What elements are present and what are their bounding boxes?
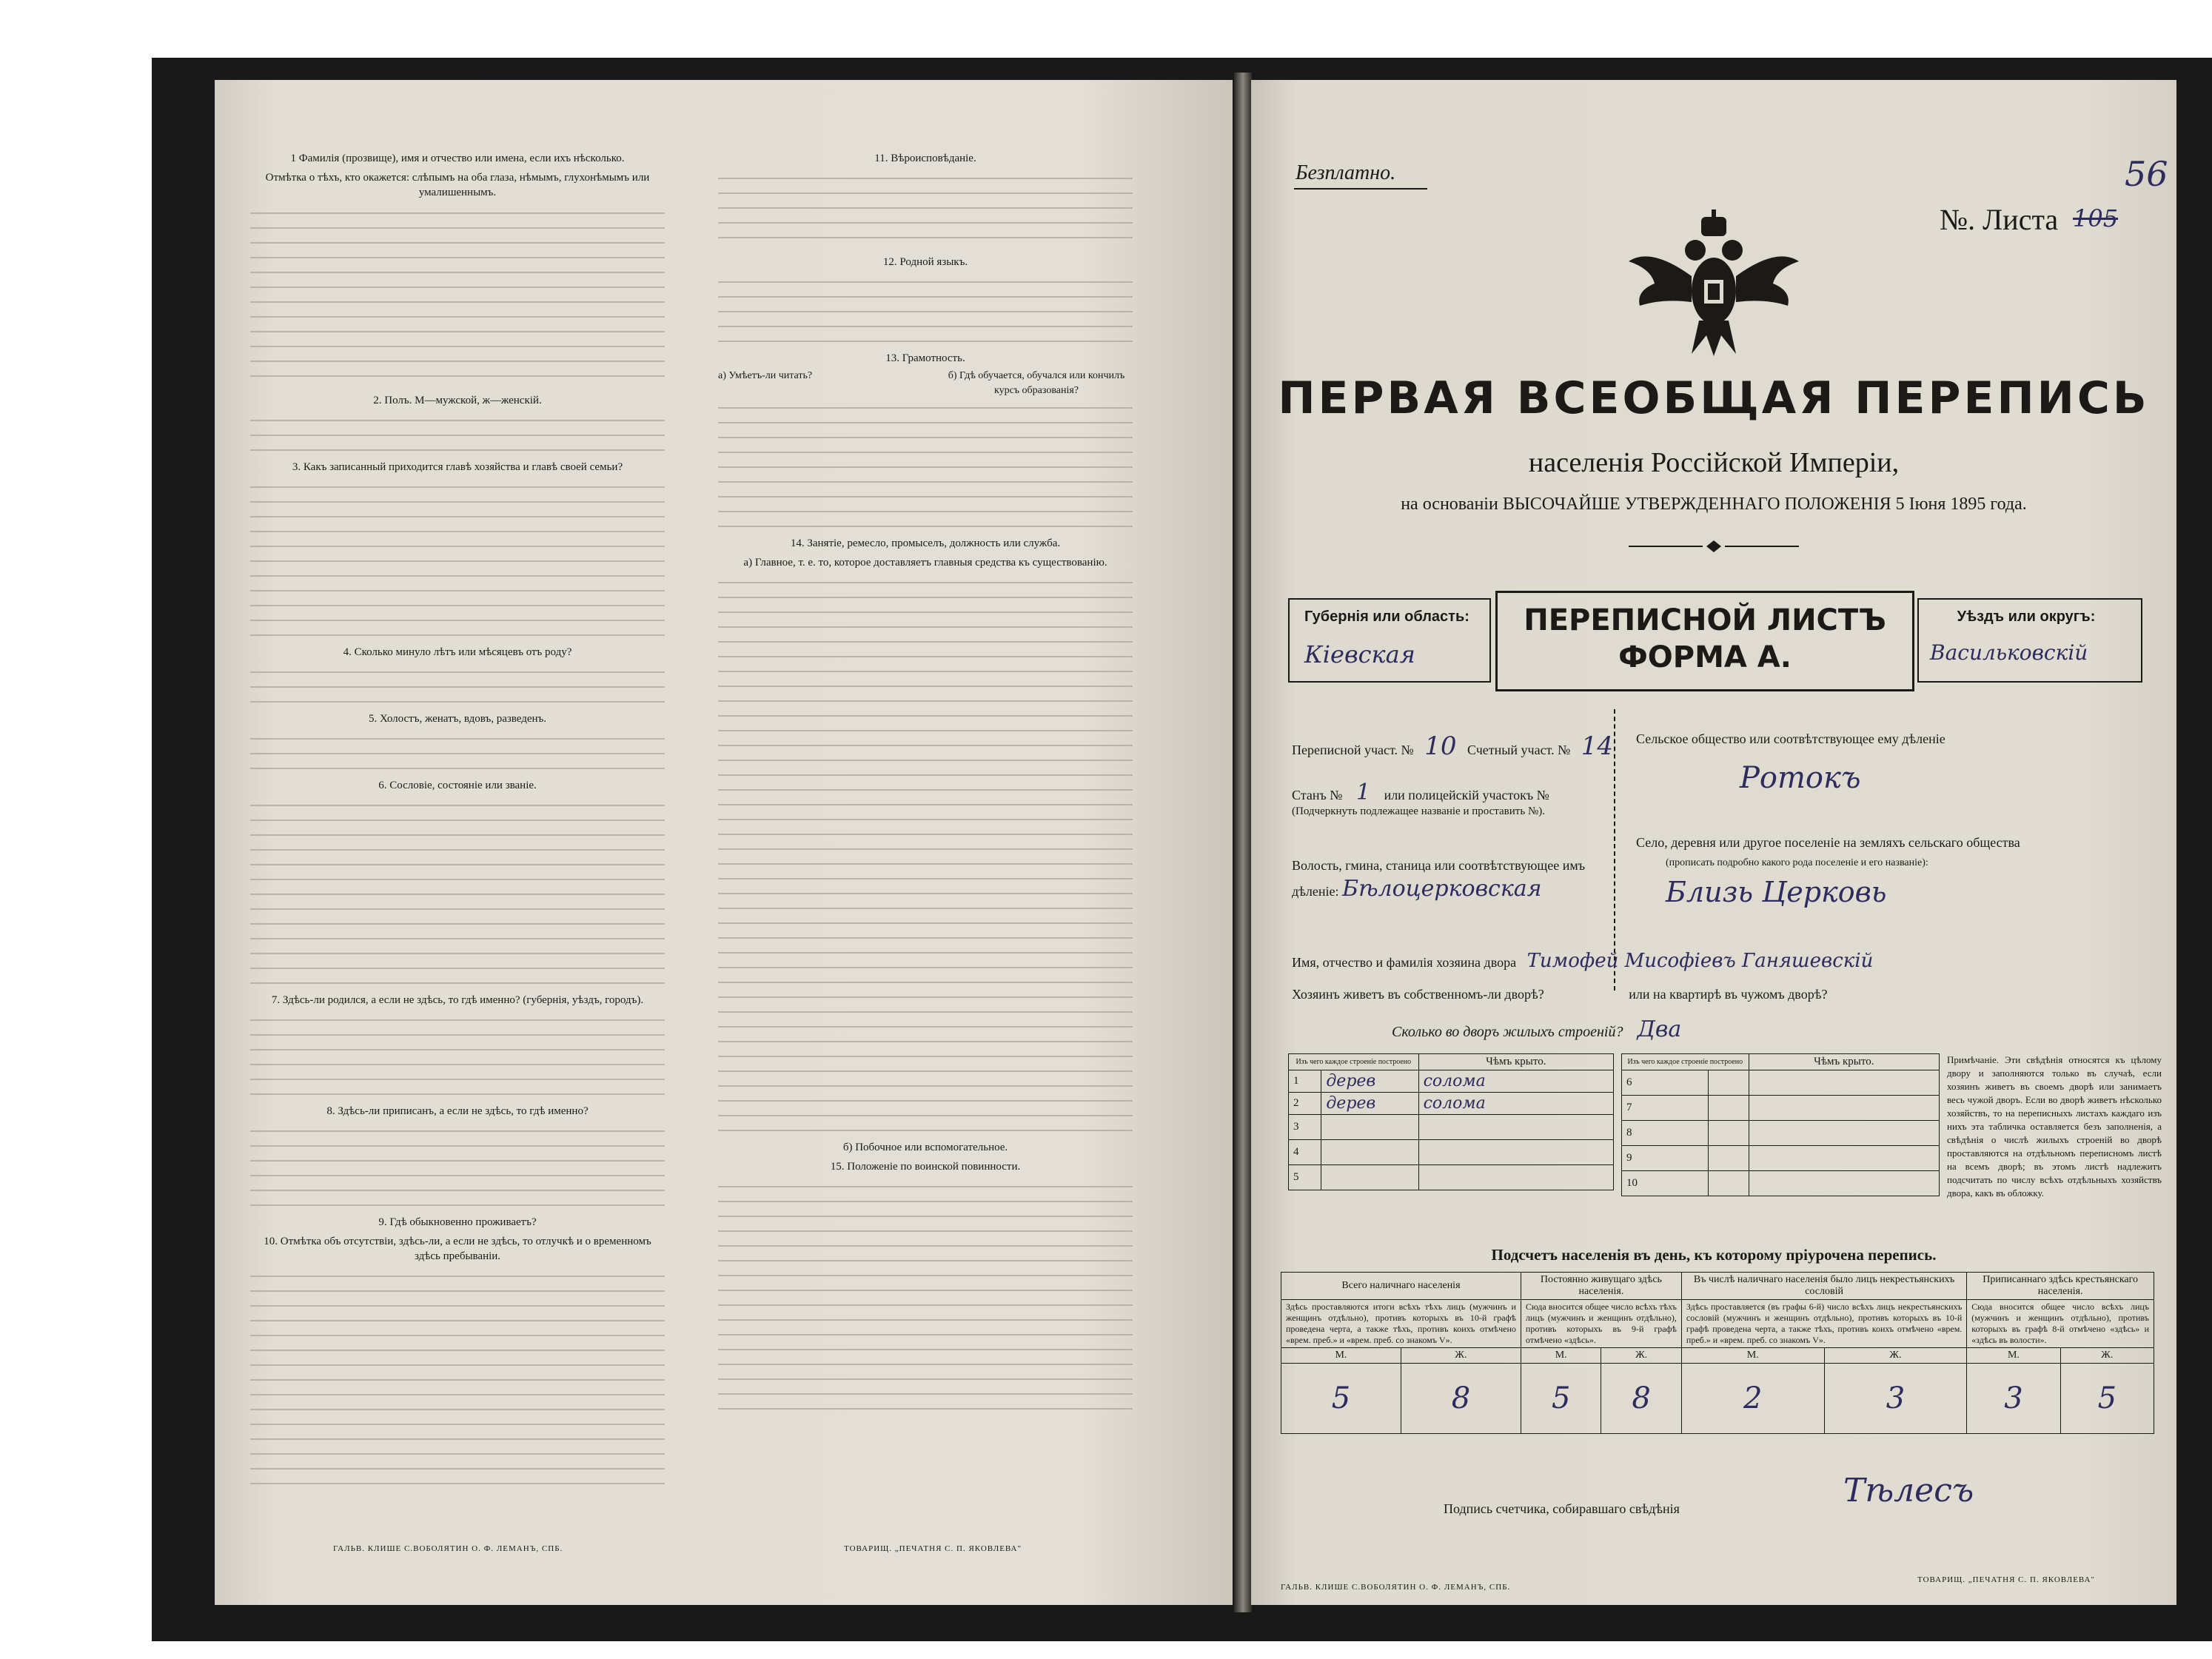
instr-body-text — [250, 1011, 665, 1099]
stan-value: 1 — [1355, 780, 1371, 805]
bld-col-material: Изъ чего каждое строеніе построено — [1622, 1054, 1749, 1070]
bld-roof — [1418, 1115, 1613, 1140]
uchast-label: Переписной участ. № — [1292, 743, 1414, 757]
instr-body-text — [718, 398, 1133, 532]
sex-male-label: М. — [1967, 1348, 2060, 1364]
archive-page-number: 56 — [2125, 154, 2168, 194]
volost-value: Бѣлоцерковская — [1342, 876, 1542, 902]
owner-value: Тимофей Мисофіевъ Ганяшевскій — [1526, 950, 1874, 972]
instructions-column-b — [718, 147, 1133, 1414]
bld-material — [1321, 1115, 1418, 1140]
instr-heading-5: 5. Холостъ, женатъ, вдовъ, разведенъ. — [368, 713, 547, 725]
population-count-table — [1281, 1272, 2154, 1434]
volost-row — [1292, 854, 1603, 903]
buildings-table-left — [1288, 1053, 1614, 1190]
count-value: 3 — [1967, 1364, 2060, 1434]
population-count-title: Подсчетъ населенія въ день, къ которому пріурочена перепись. — [1491, 1246, 1937, 1264]
left-imprint-b: ТОВАРИЩ. „ПЕЧАТНЯ С. П. ЯКОВЛЕВА" — [844, 1544, 1022, 1553]
count-value: 2 — [1681, 1364, 1824, 1434]
count-header-resident: Постоянно живущаго здѣсь населенія. — [1521, 1273, 1681, 1300]
instr-heading-8: 8. Здѣсь-ли приписанъ, а если не здѣсь, то гдѣ именно? — [326, 1105, 589, 1117]
census-subtitle: населенія Россійской Имперіи, — [1528, 447, 1900, 478]
selo-value: Близь Церковь — [1666, 876, 1887, 908]
instr-heading-9: 9. Гдѣ обыкновенно проживаетъ? — [378, 1216, 537, 1228]
table-row — [1289, 1115, 1614, 1140]
buildings-table-right — [1621, 1053, 1940, 1196]
ornament-divider-icon — [1621, 539, 1806, 554]
bld-col-roof: Чѣмъ крыто. — [1418, 1054, 1613, 1070]
table-header-row — [1622, 1054, 1940, 1070]
instr-heading-6: 6. Сословіе, состояніе или званіе. — [378, 780, 537, 791]
bld-col-material: Изъ чего каждое строеніе построено — [1289, 1054, 1419, 1070]
instructions-column-a — [250, 147, 665, 1489]
instr-heading-10: 10. Отмѣтка объ отсутствіи, здѣсь-ли, а если не здѣсь, то отлучкѣ и о временномъ здѣсь пребываніи. — [264, 1236, 651, 1262]
instr-heading-14a: а) Главное, т. е. то, которое доставляетъ главныя средства къ существованію. — [743, 557, 1107, 569]
instr-body-text — [250, 1122, 665, 1210]
count-desc: Здѣсь проставляется (въ графы 6-й) число всѣхъ лицъ некрестьянскихъ сословій (мужчинъ и женщинъ отдѣльно), противъ которыхъ въ 10-й графѣ проведена черта, а также тѣхъ, противъ коихъ отмѣчено «врем. преб.» и «врем. преб. со знакомъ V». — [1681, 1300, 1966, 1348]
buildings-label: Сколько во дворъ жилыхъ строеній? — [1392, 1024, 1623, 1040]
sex-male-label: М. — [1281, 1348, 1401, 1364]
gubernia-value: Кіевская — [1304, 640, 1415, 668]
form-title-box — [1495, 591, 1914, 691]
table-header-row — [1281, 1273, 2154, 1300]
count-desc: Здѣсь проставляются итоги всѣхъ тѣхъ лицъ (мужчинъ и женщинъ отдѣльно), противъ которыхъ въ 10-й графѣ проведена черта, а также тѣхъ, противъ коихъ отмѣчено «врем. преб.» и «врем. преб. со знакомъ V». — [1281, 1300, 1521, 1348]
sex-male-label: М. — [1681, 1348, 1824, 1364]
instr-heading-1: 1 Фамилія (прозвище), имя и отчество или имена, если ихъ нѣсколько. — [290, 153, 625, 164]
bld-roof: солома — [1418, 1093, 1613, 1115]
gubernia-label: Губернія или область: — [1304, 609, 1469, 625]
form-title — [1498, 602, 1912, 676]
owner-row — [1292, 950, 1873, 972]
form-title-line-1: ПЕРЕПИСНОЙ ЛИСТЪ — [1524, 603, 1886, 637]
instr-heading-2: 2. Полъ. М—мужской, ж—женскій. — [373, 395, 542, 406]
bld-material: дерев — [1321, 1070, 1418, 1093]
free-label-underline — [1294, 188, 1427, 190]
count-value: 5 — [1521, 1364, 1601, 1434]
schet-value: 14 — [1581, 731, 1614, 761]
instr-heading-14: 14. Занятіе, ремесло, промыселъ, должность или служба. — [790, 537, 1061, 549]
book-spine — [1234, 73, 1252, 1612]
row-number: 7 — [1622, 1096, 1709, 1121]
count-desc: Сюда вносится общее число всѣхъ лицъ (мужчинъ и женщинъ отдѣльно), противъ которыхъ въ графѣ 8-й отмѣчено «здѣсь» и «здѣсь въ волости». — [1967, 1300, 2154, 1348]
instr-heading-13a: а) Умѣетъ-ли читать? — [718, 370, 813, 381]
owner-label: Имя, отчество и фамилія хозяина двора — [1292, 955, 1517, 970]
imperial-eagle-emblem-icon — [1621, 210, 1806, 358]
instr-body-text — [718, 272, 1133, 346]
table-row — [1289, 1093, 1614, 1115]
table-row — [1622, 1146, 1940, 1171]
instr-body-text — [250, 796, 665, 988]
right-imprint-left: ГАЛЬВ. КЛИШЕ С.ВОБОЛЯТИН О. Ф. ЛЕМАНЪ, СПБ. — [1281, 1583, 1511, 1592]
table-row — [1622, 1070, 1940, 1096]
buildings-note: Примѣчаніе. Эти свѣдѣнія относятся къ цѣлому двору и заполняются только въ случаѣ, если хозяинъ живетъ въ своемъ дворѣ или занимаетъ весь чужой дворъ. Если во дворѣ живетъ нѣсколько хозяйствъ, то на переписныхъ листахъ каждаго изъ нихъ эта табличка оставляется безъ заполненія, а свѣдѣнія о числѣ жилыхъ строеній во дворѣ проставляются на отдѣльномъ переписномъ листѣ на всемъ дворѣ; въ этомъ листѣ надлежитъ подсчитать по числу всѣхъ отдѣльныхъ хозяйствъ двора, какъ въ обложку. — [1947, 1054, 2162, 1199]
instr-heading-11: 11. Вѣроисповѣданіе. — [874, 153, 976, 164]
row-number: 10 — [1622, 1171, 1709, 1196]
count-value: 5 — [2060, 1364, 2154, 1434]
count-desc: Сюда вносится общее число всѣхъ тѣхъ лицъ (мужчинъ и женщинъ отдѣльно), противъ которыхъ въ 9-й графѣ отмѣчено «здѣсь». — [1521, 1300, 1681, 1348]
table-header-row — [1289, 1054, 1614, 1070]
table-row — [1289, 1140, 1614, 1165]
instr-heading-3: 3. Какъ записанный приходится главѣ хозяйства и главѣ своей семьи? — [292, 461, 623, 473]
selo-obsh-label: Сельское общество или соотвѣтствующее ему дѣленіе — [1636, 731, 1945, 746]
gubernia-box — [1288, 598, 1491, 683]
form-title-line-2: ФОРМА А. — [1618, 640, 1792, 674]
instr-body-text — [250, 1267, 665, 1489]
instr-body-text — [718, 169, 1133, 250]
row-number: 3 — [1289, 1115, 1321, 1140]
instr-heading-7: 7. Здѣсь-ли родился, а если не здѣсь, то гдѣ именно? (губернія, уѣздъ, городъ). — [271, 994, 644, 1006]
census-main-title: ПЕРВАЯ ВСЕОБЩАЯ ПЕРЕПИСЬ — [1278, 372, 2150, 424]
left-page-instructions — [215, 80, 1233, 1605]
buildings-value: Два — [1637, 1016, 1682, 1042]
uezd-value: Васильковскій — [1930, 640, 2088, 665]
sex-female-label: Ж. — [1601, 1348, 1682, 1364]
instr-heading-15: 15. Положеніе по воинской повинности. — [830, 1161, 1021, 1173]
bld-material: дерев — [1321, 1093, 1418, 1115]
instr-heading-14b: б) Побочное или вспомогательное. — [842, 1142, 1008, 1153]
stan-row — [1292, 780, 1549, 805]
table-row — [1622, 1121, 1940, 1146]
form-vertical-divider — [1614, 709, 1615, 991]
bld-material — [1321, 1165, 1418, 1190]
uchast-row — [1292, 731, 1613, 761]
instr-heading-13b: б) Гдѣ обучается, обучался или кончилъ курсъ образованія? — [948, 370, 1125, 396]
instr-heading-13: 13. Грамотность. — [885, 352, 965, 364]
instr-13-subheads — [718, 369, 1133, 398]
owner-lives-row — [1292, 987, 1827, 1002]
selo-label: Село, деревня или другое поселеніе на земляхъ сельскаго общества — [1636, 835, 2020, 850]
row-number: 4 — [1289, 1140, 1321, 1165]
enumerator-signature: Тѣлесъ — [1843, 1472, 1974, 1509]
owner-lives-label: Хозяинъ живетъ въ собственномъ-ли дворѣ? — [1292, 987, 1544, 1002]
row-number: 9 — [1622, 1146, 1709, 1171]
count-header-present: Всего наличнаго населенія — [1281, 1273, 1521, 1300]
bld-roof: солома — [1418, 1070, 1613, 1093]
count-value: 8 — [1601, 1364, 1682, 1434]
schet-label: Счетный участ. № — [1467, 743, 1571, 757]
row-number: 5 — [1289, 1165, 1321, 1190]
instr-body-text — [250, 203, 665, 389]
right-imprint-right: ТОВАРИЩ. „ПЕЧАТНЯ С. П. ЯКОВЛЕВА" — [1917, 1575, 2095, 1584]
instr-body-text — [718, 573, 1133, 1136]
sheet-number-value: 105 — [2073, 204, 2119, 232]
right-page-census-form — [1251, 80, 2176, 1605]
sheet-number-label: №. Листа — [1940, 203, 2059, 236]
row-number: 6 — [1622, 1070, 1709, 1096]
count-value: 8 — [1401, 1364, 1521, 1434]
row-number: 2 — [1289, 1093, 1321, 1115]
table-row — [1622, 1171, 1940, 1196]
free-label: Безплатно. — [1296, 161, 1396, 184]
bld-col-roof: Чѣмъ крыто. — [1749, 1054, 1939, 1070]
volost-label: Волость, гмина, станица или соотвѣтствующее имъ дѣленіе: — [1292, 858, 1586, 899]
uchast-value: 10 — [1424, 731, 1457, 761]
table-row — [1281, 1348, 2154, 1364]
table-row — [1622, 1096, 1940, 1121]
scanned-book-spread — [152, 58, 2212, 1641]
owner-lives-tail: или на квартирѣ въ чужомъ дворѣ? — [1629, 987, 1828, 1002]
row-number: 1 — [1289, 1070, 1321, 1093]
uezd-label: Уѣздъ или округъ: — [1957, 609, 2096, 625]
count-value: 3 — [1824, 1364, 1967, 1434]
bld-roof — [1418, 1140, 1613, 1165]
sex-female-label: Ж. — [1401, 1348, 1521, 1364]
instr-heading-1-note: Отмѣтка о тѣхъ, кто окажется: слѣпымъ на оба глаза, нѣмымъ, глухонѣмымъ или умалишеннымъ. — [265, 172, 650, 198]
instr-body-text — [250, 411, 665, 455]
table-row — [1281, 1300, 2154, 1348]
census-decree-line: на основаніи ВЫСОЧАЙШЕ УТВЕРЖДЕННАГО ПОЛОЖЕНІЯ 5 Іюня 1895 года. — [1401, 495, 2027, 514]
bld-material — [1321, 1140, 1418, 1165]
sex-female-label: Ж. — [2060, 1348, 2154, 1364]
stan-tail: или полицейскій участокъ № — [1384, 788, 1549, 802]
left-imprint-a: ГАЛЬВ. КЛИШЕ С.ВОБОЛЯТИН О. Ф. ЛЕМАНЪ, СПБ. — [333, 1544, 563, 1553]
count-header-registered-peasant: Приписаннаго здѣсь крестьянскаго населенія. — [1967, 1273, 2154, 1300]
count-value: 5 — [1281, 1364, 1401, 1434]
bld-roof — [1418, 1165, 1613, 1190]
instr-body-text — [250, 663, 665, 707]
instr-heading-4: 4. Сколько минуло лѣтъ или мѣсяцевъ отъ роду? — [343, 646, 572, 658]
buildings-row — [1392, 1016, 1681, 1042]
uezd-box — [1917, 598, 2142, 683]
table-row — [1289, 1165, 1614, 1190]
sex-female-label: Ж. — [1824, 1348, 1967, 1364]
stan-note: (Подчеркнуть подлежащее названіе и проставить №). — [1292, 805, 1545, 817]
row-number: 8 — [1622, 1121, 1709, 1146]
enumerator-signature-label: Подпись счетчика, собиравшаго свѣдѣнія — [1444, 1501, 1680, 1516]
table-row — [1289, 1070, 1614, 1093]
selo-obsh-value: Ротокъ — [1740, 761, 1861, 795]
instr-body-text — [718, 1177, 1133, 1414]
instr-body-text — [250, 729, 665, 774]
instr-heading-12: 12. Родной языкъ. — [882, 256, 968, 268]
sex-male-label: М. — [1521, 1348, 1601, 1364]
stan-label: Станъ № — [1292, 788, 1343, 802]
instr-body-text — [250, 477, 665, 640]
table-row — [1281, 1364, 2154, 1434]
count-header-non-peasant: Въ числѣ наличнаго населенія было лицъ некрестьянскихъ сословій — [1681, 1273, 1966, 1300]
selo-note: (прописать подробно какого рода поселеніе и его названіе): — [1666, 857, 1928, 868]
